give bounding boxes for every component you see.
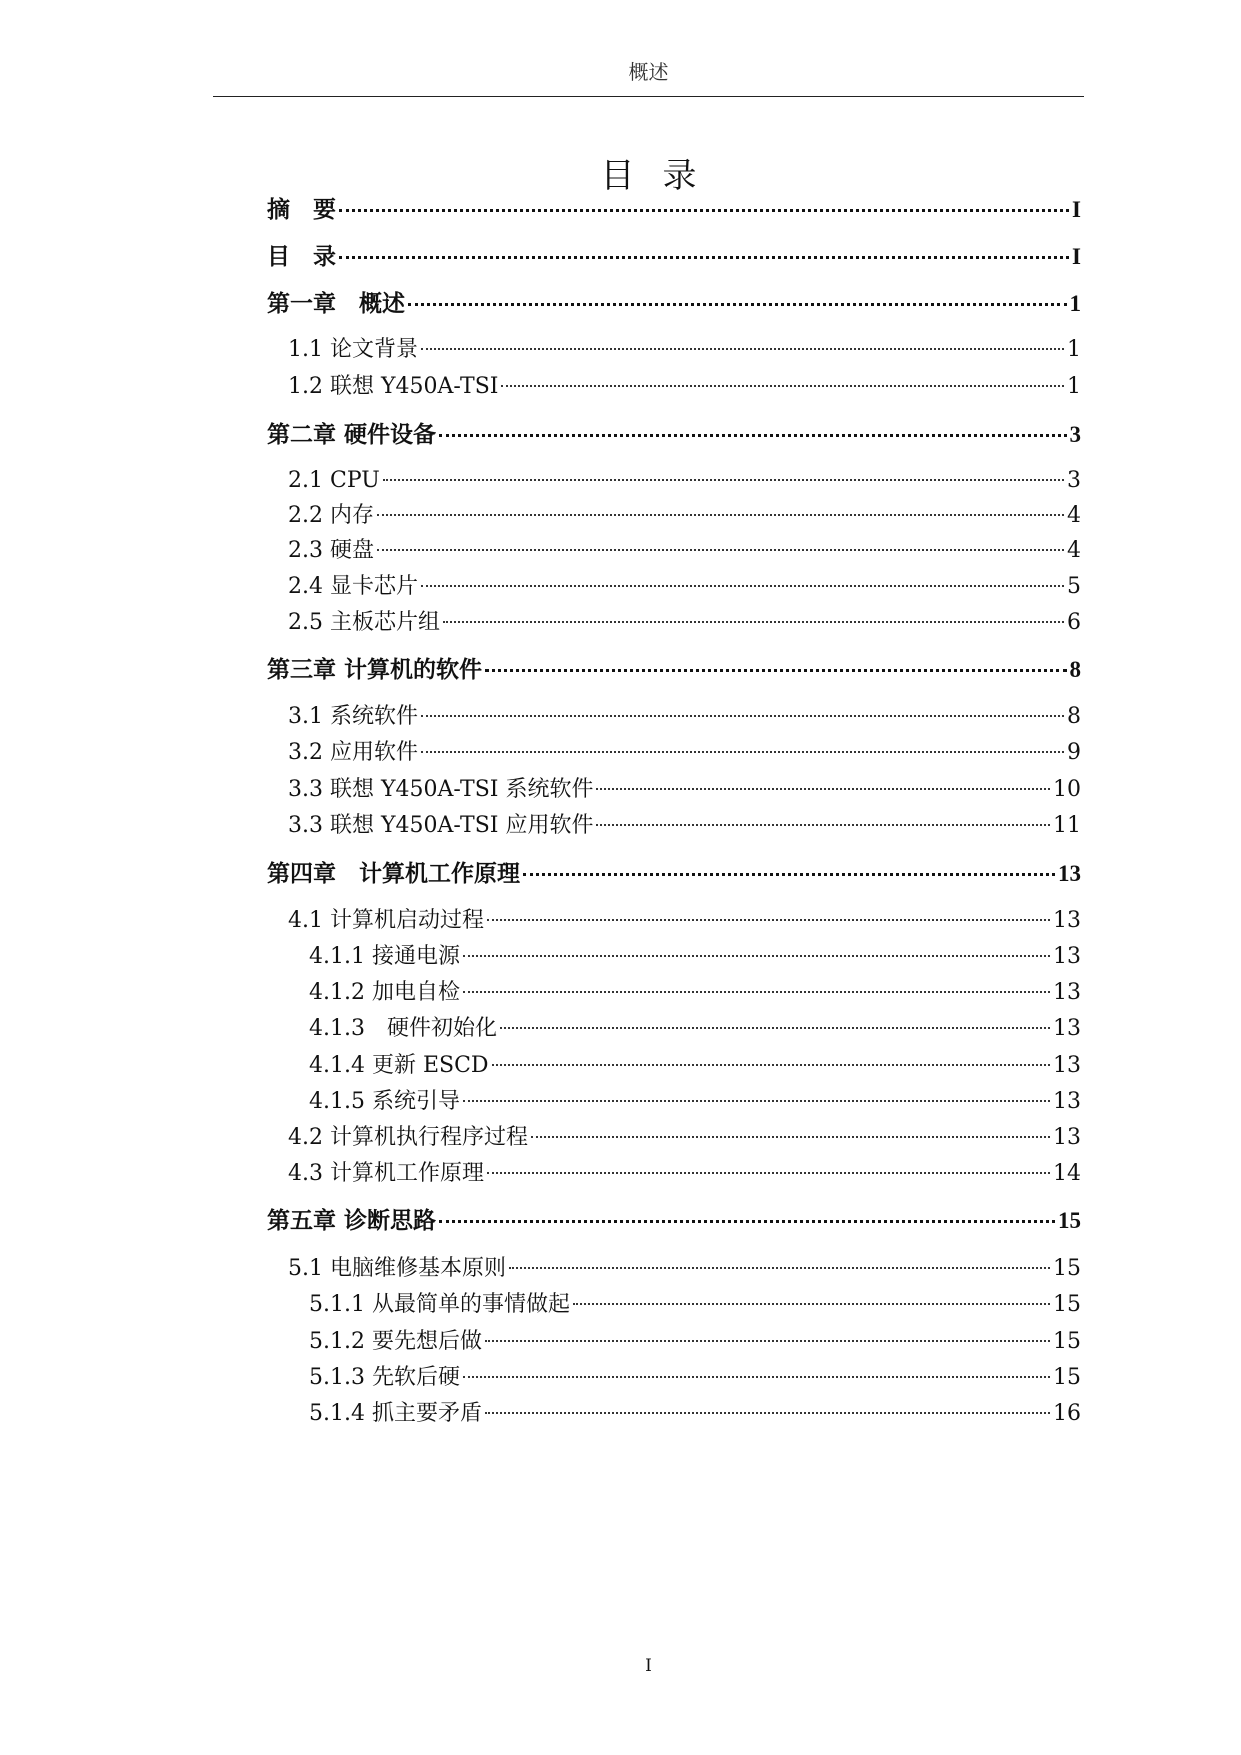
toc-entry-label: 第一章 概述 [267, 291, 405, 317]
toc-entry-page: 1 [1067, 374, 1081, 399]
toc-entry[interactable] [309, 1050, 1081, 1082]
toc-entry-label: 5.1.2 要先想后做 [309, 1329, 482, 1354]
toc-title: 目录 [600, 156, 725, 196]
toc-entry-label: 2.5 主板芯片组 [288, 610, 440, 635]
dot-leader [485, 1412, 1050, 1414]
toc-entry-page: 8 [1067, 704, 1081, 729]
toc-entry[interactable] [288, 535, 1081, 567]
toc-entry-label: 1.2 联想 Y450A-TSI [288, 374, 499, 399]
toc-entry[interactable] [288, 334, 1081, 366]
toc-entry[interactable] [267, 419, 1081, 451]
toc-entry[interactable] [309, 1289, 1081, 1321]
dot-leader [439, 1220, 1055, 1223]
toc-entry-page: 15 [1053, 1365, 1081, 1390]
toc-entry-label: 4.1.5 系统引导 [309, 1089, 460, 1114]
toc-entry[interactable] [309, 1326, 1081, 1358]
toc-entry-label: 4.1 计算机启动过程 [288, 908, 484, 933]
toc-entry-page: 15 [1058, 1208, 1081, 1233]
toc-entry-page: 15 [1053, 1292, 1081, 1317]
toc-entry-label: 4.1.4 更新 ESCD [309, 1053, 489, 1078]
toc-entry[interactable] [267, 241, 1081, 273]
toc-entry-label: 第四章 计算机工作原理 [267, 861, 520, 887]
toc-entry[interactable] [267, 858, 1081, 890]
dot-leader [487, 1172, 1050, 1174]
toc-entry-page: 4 [1067, 503, 1081, 528]
toc-entry-page: 1 [1067, 337, 1081, 362]
dot-leader [501, 385, 1064, 387]
toc-entry-page: 3 [1067, 468, 1081, 493]
dot-leader [339, 256, 1069, 259]
toc-entry-label: 5.1 电脑维修基本原则 [288, 1256, 506, 1281]
toc-entry[interactable] [309, 1086, 1081, 1118]
dot-leader [485, 669, 1066, 672]
toc-entry-page: 13 [1053, 1016, 1081, 1041]
dot-leader [408, 303, 1067, 306]
toc-entry[interactable] [288, 1122, 1081, 1154]
toc-entry-page: 13 [1053, 944, 1081, 969]
dot-leader [421, 751, 1064, 753]
toc-entry-label: 第五章 诊断思路 [267, 1208, 437, 1234]
dot-leader [463, 991, 1050, 993]
dot-leader [573, 1303, 1050, 1305]
toc-entry-page: 16 [1053, 1401, 1081, 1426]
toc-entry[interactable] [288, 1253, 1081, 1285]
dot-leader [383, 479, 1064, 481]
dot-leader [421, 715, 1064, 717]
toc-entry[interactable] [267, 194, 1081, 226]
toc-entry-label: 第二章 硬件设备 [267, 422, 437, 448]
toc-entry-label: 5.1.4 抓主要矛盾 [309, 1401, 482, 1426]
toc-entry[interactable] [267, 288, 1081, 320]
toc-entry-page: 13 [1058, 861, 1081, 886]
toc-entry-label: 4.2 计算机执行程序过程 [288, 1125, 528, 1150]
toc-entry-label: 5.1.3 先软后硬 [309, 1365, 460, 1390]
toc-entry[interactable] [288, 500, 1081, 532]
dot-leader [500, 1027, 1050, 1029]
dot-leader [492, 1064, 1050, 1066]
toc-entry-label: 3.3 联想 Y450A-TSI 应用软件 [288, 813, 594, 838]
toc-entry[interactable] [288, 774, 1081, 806]
dot-leader [421, 585, 1064, 587]
toc-entry-page: 15 [1053, 1256, 1081, 1281]
toc-entry-page: 13 [1053, 908, 1081, 933]
running-header: 概述 [628, 60, 669, 84]
dot-leader [596, 788, 1050, 790]
toc-entry-label: 摘 要 [267, 197, 336, 223]
toc-entry[interactable] [309, 1398, 1081, 1430]
dot-leader [485, 1340, 1050, 1342]
dot-leader [487, 919, 1050, 921]
dot-leader [509, 1267, 1050, 1269]
toc-entry-label: 2.4 显卡芯片 [288, 574, 418, 599]
toc-entry[interactable] [309, 1362, 1081, 1394]
toc-entry[interactable] [288, 371, 1081, 403]
toc-entry-page: 1 [1069, 291, 1081, 316]
toc-entry[interactable] [288, 737, 1081, 769]
toc-entry[interactable] [288, 905, 1081, 937]
toc-entry-page: 15 [1053, 1329, 1081, 1354]
toc-entry-page: I [1072, 244, 1081, 269]
toc-entry[interactable] [288, 701, 1081, 733]
toc-entry-page: I [1072, 197, 1081, 222]
dot-leader [443, 621, 1064, 623]
page-number: I [645, 1656, 652, 1676]
toc-entry-page: 14 [1053, 1161, 1081, 1186]
dot-leader [439, 434, 1066, 437]
toc-entry-page: 13 [1053, 1125, 1081, 1150]
dot-leader [377, 549, 1064, 551]
toc-entry-label: 4.1.3 硬件初始化 [309, 1016, 497, 1041]
dot-leader [531, 1136, 1050, 1138]
toc-entry-label: 3.2 应用软件 [288, 740, 418, 765]
toc-entry[interactable] [309, 941, 1081, 973]
toc-entry-label: 2.2 内存 [288, 503, 374, 528]
toc-entry-page: 13 [1053, 980, 1081, 1005]
toc-entry-page: 4 [1067, 538, 1081, 563]
toc-entry-label: 目 录 [267, 244, 336, 270]
toc-entry-label: 4.3 计算机工作原理 [288, 1161, 484, 1186]
toc-entry-page: 10 [1053, 777, 1081, 802]
dot-leader [463, 955, 1050, 957]
toc-entry[interactable] [288, 571, 1081, 603]
toc-entry-page: 13 [1053, 1089, 1081, 1114]
toc-entry[interactable] [288, 465, 1081, 497]
toc-entry[interactable] [309, 977, 1081, 1009]
toc-entry-page: 13 [1053, 1053, 1081, 1078]
toc-entry-page: 5 [1067, 574, 1081, 599]
toc-entry[interactable] [288, 810, 1081, 842]
toc-entry-page: 8 [1069, 657, 1081, 682]
toc-entry-label: 3.3 联想 Y450A-TSI 系统软件 [288, 777, 594, 802]
toc-entry-page: 6 [1067, 610, 1081, 635]
dot-leader [463, 1376, 1050, 1378]
toc-entry[interactable] [288, 1158, 1081, 1190]
toc-entry-label: 5.1.1 从最简单的事情做起 [309, 1292, 570, 1317]
toc-entry[interactable] [288, 607, 1081, 639]
toc-entry[interactable] [309, 1013, 1081, 1045]
toc-entry-page: 11 [1053, 813, 1081, 838]
toc-entry-label: 4.1.1 接通电源 [309, 944, 460, 969]
toc-entry-label: 2.3 硬盘 [288, 538, 374, 563]
toc-entry-page: 9 [1067, 740, 1081, 765]
toc-entry[interactable] [267, 1205, 1081, 1237]
dot-leader [377, 514, 1064, 516]
toc-entry-label: 2.1 CPU [288, 468, 380, 493]
dot-leader [523, 873, 1055, 876]
toc-entry-label: 3.1 系统软件 [288, 704, 418, 729]
dot-leader [463, 1100, 1050, 1102]
dot-leader [596, 824, 1050, 826]
toc-entry-label: 第三章 计算机的软件 [267, 657, 483, 683]
dot-leader [339, 209, 1069, 212]
toc-entry-page: 3 [1069, 422, 1081, 447]
toc-entry-label: 1.1 论文背景 [288, 337, 418, 362]
toc-entry-label: 4.1.2 加电自检 [309, 980, 460, 1005]
dot-leader [421, 348, 1064, 350]
toc-entry[interactable] [267, 654, 1081, 686]
